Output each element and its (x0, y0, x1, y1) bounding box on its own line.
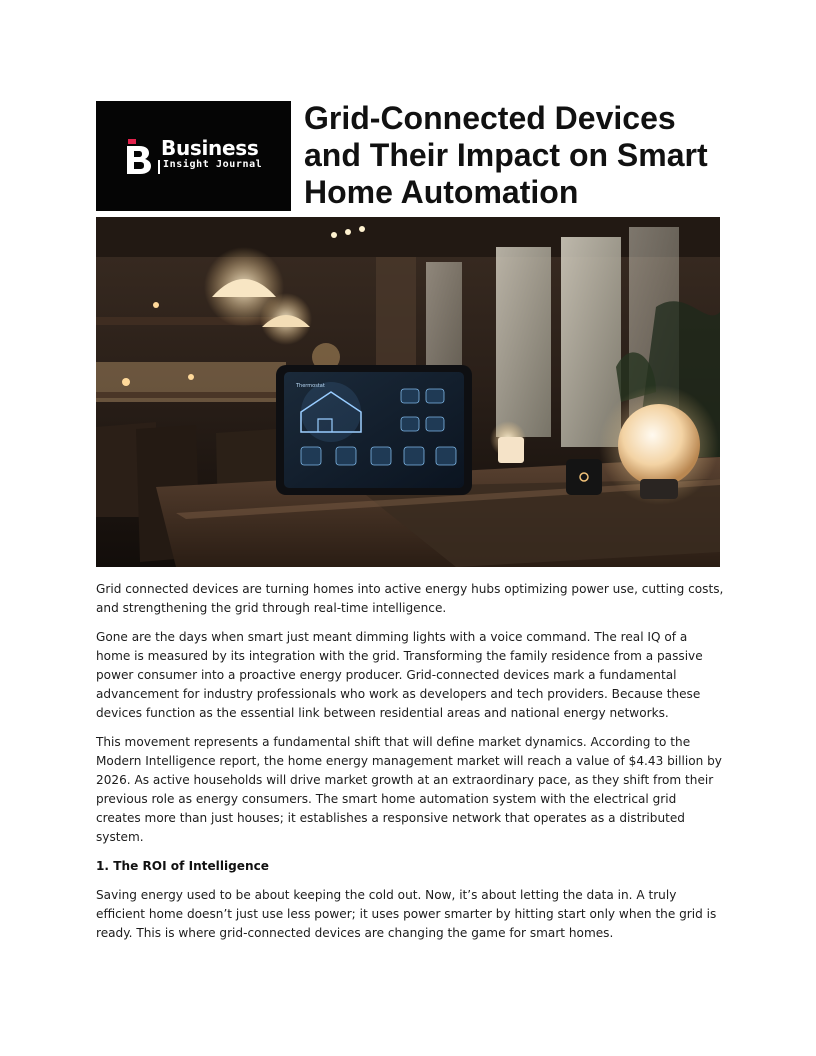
logo-wordmark-secondary: Insight Journal (163, 159, 263, 170)
article-paragraph: Saving energy used to be about keeping the cold out. Now, it’s about letting the data in. A truly efficient home doesn’t just use less power; it uses power smarter by hitting start only when the grid is ready. This is where grid-connected devices are changing the game for smart homes. (96, 888, 717, 940)
logo-divider (158, 160, 160, 174)
logo-lockup (124, 136, 274, 179)
tablet-screen-label: Thermostat (296, 383, 325, 389)
article-paragraph: Grid connected devices are turning homes into active energy hubs optimizing power use, cutting costs, and strengthening the grid through real-time intelligence. (96, 582, 724, 615)
hero-image (96, 217, 720, 567)
article-body (96, 580, 724, 953)
article-title: Grid-Connected Devices and Their Impact on Smart Home Automation (304, 100, 708, 210)
logo-wordmark-primary: Business (161, 136, 259, 160)
brand-logo (96, 101, 291, 211)
section-heading: 1. The ROI of Intelligence (96, 859, 269, 873)
article-paragraph: Gone are the days when smart just meant dimming lights with a voice command. The real IQ of a home is measured by its integration with the grid. Transforming the family residence from a passive power consumer into a proactive energy producer. Grid-connected devices mark a fundamental advancement for industry professionals who work as developers and tech providers. Because these devices function as the essential link between residential areas and national energy networks. (96, 630, 703, 720)
logo-b-icon (124, 139, 154, 175)
article-paragraph: This movement represents a fundamental shift that will define market dynamics. According to the Modern Intelligence report, the home energy management market will reach a value of $4.43 billion by 2026. As active households will drive market growth at an extraordinary pace, as they shift from their previous role as energy consumers. The smart home automation system with the electrical grid creates more than just houses; it establishes a responsive network that operates as a distributed system. (96, 735, 722, 844)
